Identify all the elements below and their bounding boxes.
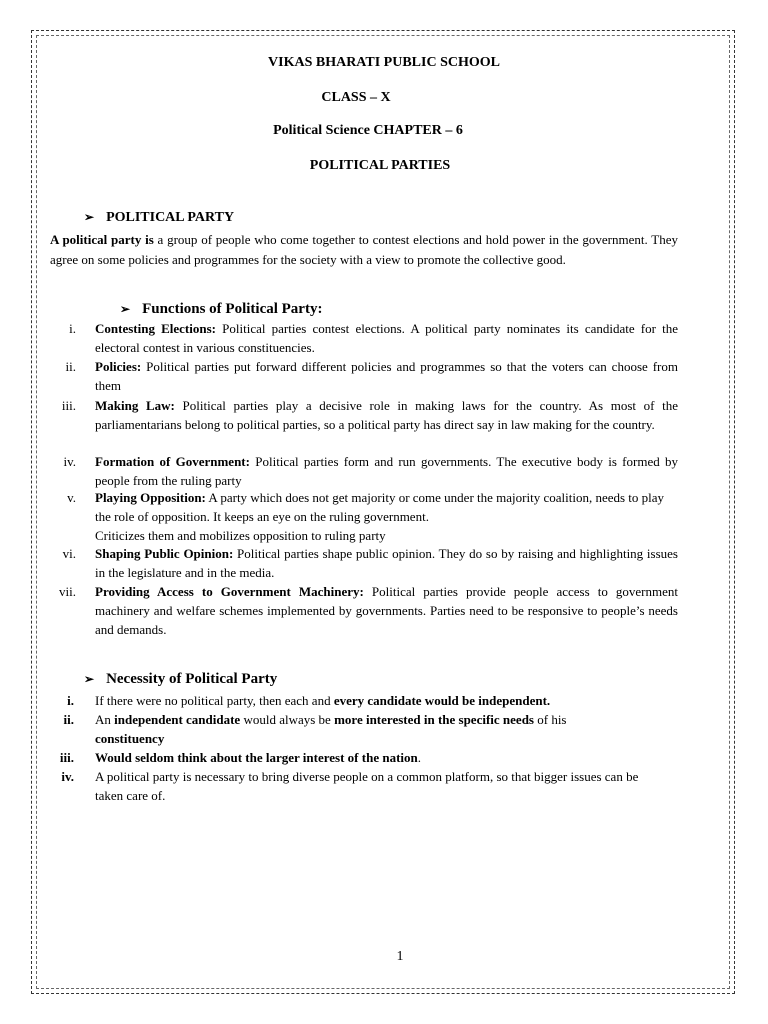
document-title: POLITICAL PARTIES [309,158,451,173]
item-body [95,357,678,395]
item-body [95,544,678,582]
item-text: Political parties form and run governments. The executive body is formed by people from the ruling party [95,454,678,488]
item-body [95,767,655,805]
item-bold-text: Would seldom think about the larger interest of the nation [95,750,418,765]
definition-lead: A political party is [50,232,154,247]
item-extra-text: Criticizes them and mobilizes opposition to ruling party [95,528,386,543]
section-political-party [84,210,234,226]
class-label: CLASS – X [321,90,391,105]
item-text: A party which does not get majority or come under the majority coalition, needs to play the role of opposition. It keeps an eye on the ruling government. [95,490,665,524]
item-lead: Making Law: [95,398,175,413]
item-bold-text: every candidate would be independent. [333,693,551,708]
item-body [95,452,678,490]
section-functions [120,301,322,318]
item-number: vii. [59,584,76,599]
item-number: iii. [59,750,74,765]
chapter-label: Political Science CHAPTER – 6 [273,123,463,138]
item-text: A political party is necessary to bring diverse people on a common platform, so that bigger issues can be taken care of. [95,769,639,803]
arrow-bullet-icon: ➢ [84,672,95,686]
item-number: ii. [65,359,76,374]
definition-paragraph [50,230,678,269]
item-text: If there were no political party, then each and [95,693,334,708]
section-heading-suffix: : [317,301,323,317]
item-bold-text: more interested in the specific needs [334,712,534,727]
item-text: Political parties put forward different policies and programmes so that the voters can choose from them [95,359,678,393]
item-text: Political parties contest elections. A political party nominates its candidate for the electoral contest in various constituencies. [95,321,678,355]
section-heading: Functions of Political Party [142,301,318,317]
item-text: Political parties play a decisive role in making laws for the country. As most of the parliamentarians belong to political parties, so a political party has direct say in law making for the country. [95,398,678,432]
item-body [95,488,678,545]
item-body [95,319,678,357]
school-name: VIKAS BHARATI PUBLIC SCHOOL [268,55,500,70]
item-number: iv. [61,769,74,784]
item-bold-text: independent candidate [114,712,241,727]
item-lead: Playing Opposition: [95,490,206,505]
section-heading: POLITICAL PARTY [106,210,235,225]
item-lead: Shaping Public Opinion: [95,546,234,561]
item-bold-text: constituency [95,731,165,746]
item-text: An [95,712,115,727]
section-necessity [84,671,277,688]
item-lead: Providing Access to Government Machinery: [95,584,364,599]
item-number: iii. [61,398,76,413]
item-number: ii. [63,712,74,727]
item-number: v. [67,490,76,505]
item-body [95,691,678,710]
arrow-bullet-icon: ➢ [84,210,95,224]
item-lead: Policies: [95,359,142,374]
item-lead: Contesting Elections: [95,321,216,336]
item-text: . [417,750,421,765]
item-body [95,582,678,639]
item-body [95,710,678,748]
item-number: i. [67,693,74,708]
definition-text: a group of people who come together to contest elections and hold power in the government. They agree on some policies and programmes for the society with a view to promote the collective good. [50,232,678,267]
arrow-bullet-icon: ➢ [120,302,131,316]
item-text: of his [533,712,567,727]
page-number: 1 [396,949,404,964]
item-number: vi. [62,546,76,561]
item-text: Political parties shape public opinion. They do so by raising and highlighting issues in the legislature and in the media. [95,546,678,580]
item-body [95,396,678,434]
item-lead: Formation of Government: [95,454,250,469]
item-text: would always be [240,712,335,727]
section-heading: Necessity of Political Party [106,671,278,687]
item-number: iv. [63,454,76,469]
item-text: Political parties provide people access to government machinery and welfare schemes implemented by governments. Parties need to be responsive to people’s needs and demands. [95,584,678,637]
item-body [95,748,678,767]
item-number: i. [69,321,76,336]
